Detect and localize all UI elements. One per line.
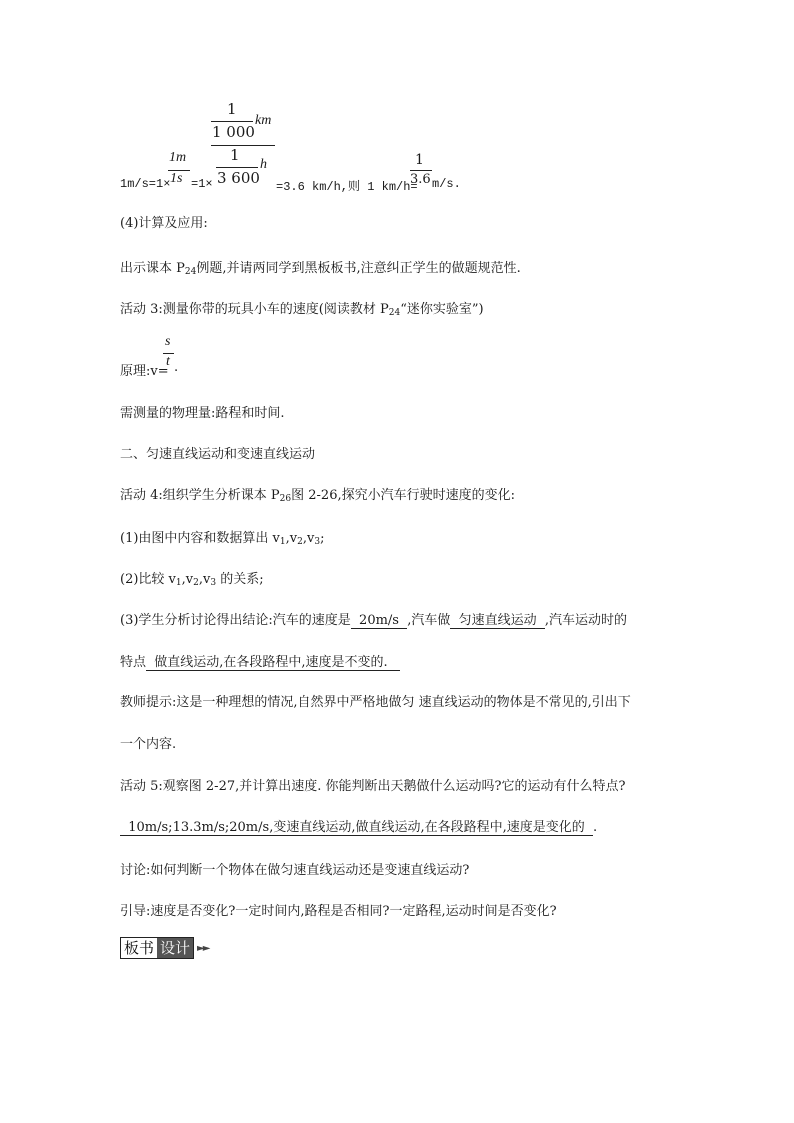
subscript: 1	[175, 578, 182, 588]
paragraph-guide: 引导:速度是否变化?一定时间内,路程是否相同?一定路程,运动时间是否变化?	[120, 904, 557, 919]
paragraph-measure: 需测量的物理量:路程和时间.	[120, 406, 285, 421]
text: 特点	[120, 655, 147, 670]
badge-label-dark: 设计	[157, 938, 193, 958]
teacher-tip-line-1: 教师提示:这是一种理想的情况,自然界中严格地做匀 速直线运动的物体是不常见的,引出下	[120, 695, 631, 710]
text: 出示课本 P	[120, 261, 185, 276]
fraction-bar	[211, 121, 253, 122]
question-3-continued	[120, 651, 400, 670]
paragraph-show-example	[120, 257, 521, 277]
badge-box	[120, 937, 194, 959]
question-3	[120, 609, 627, 628]
text: 活动 4:组织学生分析课本 P	[120, 488, 280, 503]
text: ,汽车做	[407, 613, 451, 628]
text: “迷你实验室”)	[400, 302, 484, 317]
text: ,v	[181, 572, 194, 587]
text: 活动 3:测量你带的玩具小车的速度(阅读教材 P	[120, 302, 389, 317]
board-design-badge	[120, 937, 208, 959]
big-top-unit: km	[255, 113, 272, 128]
big-top-numerator: 1	[227, 100, 237, 118]
fraction-numerator: 1m	[169, 150, 187, 165]
fraction-bar	[216, 167, 258, 168]
text: .	[174, 360, 179, 375]
fraction-denominator: 3.6	[410, 172, 431, 187]
answer-blank: 10m/s;13.3m/s;20m/s,变速直线运动,做直线运动,在各段路程中,速度是变化的	[120, 820, 593, 835]
big-bottom-denominator: 3 600	[217, 169, 260, 187]
question-1	[120, 527, 324, 547]
text: ;	[320, 531, 325, 546]
answer-blank: 匀速直线运动	[450, 613, 545, 628]
fraction-numerator: s	[165, 334, 171, 349]
page-subscript: 24	[388, 308, 401, 318]
answer-blank: 做直线运动,在各段路程中,速度是不变的.	[146, 655, 401, 670]
big-top-denominator: 1 000	[212, 123, 255, 141]
fraction-denominator: 1s	[170, 171, 183, 186]
text: .	[592, 820, 598, 835]
text: 例题,并请两同学到黑板板书,注意纠正学生的做题规范性.	[196, 261, 521, 276]
fraction-denominator: t	[166, 354, 170, 369]
big-bottom-unit: h	[260, 157, 267, 172]
page-subscript: 26	[279, 494, 292, 504]
badge-label-light: 板书	[121, 938, 157, 958]
subscript: 3	[314, 537, 321, 547]
text: 图 2-26,探究小汽车行驶时速度的变化:	[291, 488, 515, 503]
page-subscript: 24	[184, 267, 197, 277]
fraction-numerator: 1	[415, 152, 424, 168]
big-bottom-numerator: 1	[230, 146, 240, 164]
paragraph-activity-4	[120, 484, 515, 504]
double-arrow-icon: ►►	[197, 942, 209, 954]
text: 的关系;	[216, 572, 264, 587]
text: ,汽车运动时的	[544, 613, 628, 628]
formula-result: =3.6 km/h,则 1 km/h=	[276, 180, 418, 194]
paragraph-calc: (4)计算及应用:	[120, 216, 208, 231]
subscript: 3	[210, 578, 217, 588]
paragraph-discussion: 讨论:如何判断一个物体在做匀速直线运动还是变速直线运动?	[120, 863, 470, 878]
paragraph-activity-3	[120, 298, 484, 318]
text: (1)由图中内容和数据算出 v	[120, 531, 280, 546]
activity-5-answer	[120, 816, 597, 835]
answer-blank: 20m/s	[350, 613, 408, 628]
text: (3)学生分析讨论得出结论:汽车的速度是	[120, 613, 351, 628]
section-heading: 二、匀速直线运动和变速直线运动	[120, 447, 316, 462]
main-fraction-bar	[211, 145, 275, 146]
teacher-tip-line-2: 一个内容.	[120, 737, 177, 752]
subscript: 1	[279, 537, 286, 547]
text: ,v	[285, 531, 298, 546]
text: ,v	[302, 531, 315, 546]
paragraph-activity-5: 活动 5:观察图 2-27,并计算出速度. 你能判断出天鹅做什么运动吗?它的运动有什么特点?	[120, 779, 626, 794]
formula-lhs: 1m/s=1×	[120, 177, 171, 191]
principle-label: 原理:v=	[120, 364, 169, 379]
question-2	[120, 568, 264, 588]
fraction-bar	[410, 170, 432, 171]
formula-mid: =1×	[191, 177, 213, 191]
subscript: 2	[297, 537, 303, 547]
formula-unit: m/s.	[432, 177, 461, 191]
subscript: 2	[193, 578, 199, 588]
text: (2)比较 v	[120, 572, 176, 587]
text: ,v	[198, 572, 211, 587]
